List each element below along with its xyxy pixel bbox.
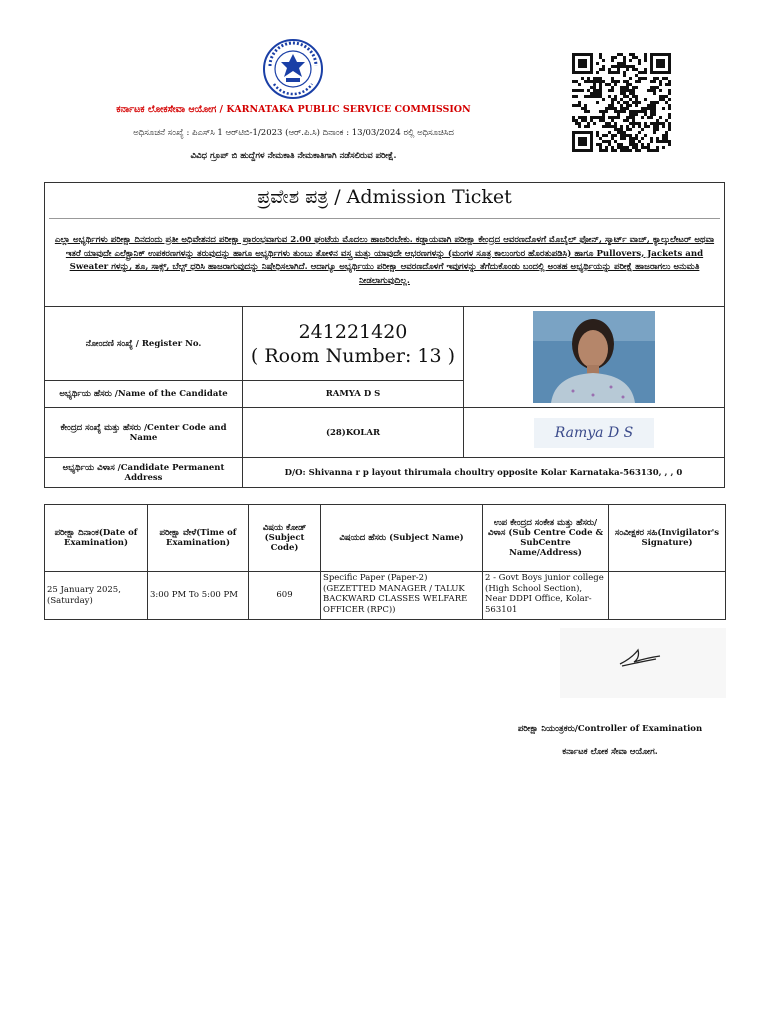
room-number: ( Room Number: 13 ): [250, 344, 456, 367]
col-header-invigilator: ಸಂವೀಕ್ಷಕರ ಸಹಿ(Invigilator's Signature): [609, 505, 726, 572]
col-header-time: ಪರೀಕ್ಷಾ ವೇಳೆ(Time of Examination): [148, 505, 249, 572]
register-number: 241221420: [298, 320, 408, 343]
signature-cell: [463, 407, 725, 458]
col-header-subcentre: ಉಪ ಕೇಂದ್ರದ ಸಂಕೇತ ಮತ್ತು ಹೆಸರು/ವಿಳಾಸ (Sub Centre Code & SubCentre Name/Address): [483, 505, 609, 572]
divider: [49, 218, 720, 219]
register-cell: [242, 306, 464, 381]
subject-code: 609: [249, 572, 321, 620]
org-name: ಕರ್ನಾಟಕ ಲೋಕಸೇವಾ ಆಯೋಗ / KARNATAKA PUBLIC SERVICE COMMISSION: [116, 104, 471, 115]
commission-name: ಕರ್ನಾಟಕ ಲೋಕ ಸೇವಾ ಆಯೋಗ.: [562, 747, 658, 757]
col-header-date: ಪರೀಕ್ಷಾ ದಿನಾಂಕ(Date of Examination): [45, 505, 148, 572]
exam-time: 3:00 PM To 5:00 PM: [148, 572, 249, 620]
name-label: ಅಭ್ಯರ್ಥಿಯ ಹೆಸರು /Name of the Candidate: [44, 380, 243, 408]
candidate-photo: [533, 311, 655, 403]
center-name: (28)KOLAR: [242, 407, 464, 458]
col-header-subject-name: ವಿಷಯದ ಹೆಸರು (Subject Name): [321, 505, 483, 572]
candidate-address: D/O: Shivanna r p layout thirumala choultry opposite Kolar Karnataka-563130, , , 0: [242, 457, 725, 488]
ticket-title: ಪ್ರವೇಶ ಪತ್ರ / Admission Ticket: [257, 186, 512, 208]
register-label: ನೋಂದಣಿ ಸಂಖ್ಯೆ / Register No.: [44, 306, 243, 381]
candidate-signature: Ramya D S: [534, 418, 654, 448]
exam-subtitle: ವಿವಿಧ ಗ್ರೂಪ್ ಬಿ ಹುದ್ದೆಗಳ ನೇಮಕಾತಿ ನೇಮಕಾತಿಗಾಗಿ ನಡೆಸಲಿರುವ ಪರೀಕ್ಷೆ.: [190, 151, 397, 161]
table-header-row: [45, 505, 726, 572]
table-row: [45, 572, 726, 620]
subject-name: Specific Paper (Paper-2) (GEZETTED MANAGER / TALUK BACKWARD CLASSES WELFARE OFFICER (RPC)): [321, 572, 483, 620]
exam-date: 25 January 2025, (Saturday): [45, 572, 148, 620]
notification-line: ಅಧಿಸೂಚನೆ ಸಂಖ್ಯೆ : ಪಿಎಸ್‌ಸಿ 1 ಆರ್‌ಟಿಬಿ-1/2023 (ಆರ್.ಪಿ.ಸಿ) ದಿನಾಂಕ : 13/03/2024 ರಲ್ಲಿ ಅಧಿಸೂಚಿಸಿದ: [133, 128, 454, 138]
controller-title: ಪರೀಕ್ಷಾ ನಿಯಂತ್ರಕರು/Controller of Examination: [517, 724, 703, 734]
kpsc-emblem-logo: [262, 38, 324, 100]
center-label: ಕೇಂದ್ರದ ಸಂಖ್ಯೆ ಮತ್ತು ಹೆಸರು /Center Code and Name: [44, 407, 243, 458]
controller-signature: [560, 628, 726, 698]
qr-code: [570, 48, 672, 156]
exam-schedule-table: [44, 504, 726, 620]
candidate-name: RAMYA D S: [242, 380, 464, 408]
invigilator-signature: [609, 572, 726, 620]
address-label: ಅಭ್ಯರ್ಥಿಯ ವಿಳಾಸ /Candidate Permanent Address: [44, 457, 243, 488]
photo-cell: [463, 306, 725, 408]
col-header-subject-code: ವಿಷಯ ಕೋಡ್ (Subject Code): [249, 505, 321, 572]
subcentre-address: 2 - Govt Boys junior college (High School Section), Near DDPI Office, Kolar-563101: [483, 572, 609, 620]
instructions-text: ಎಲ್ಲಾ ಅಭ್ಯರ್ಥಿಗಳು ಪರೀಕ್ಷಾ ದಿನದಂದು ಪ್ರತೀ ಅಧಿವೇಶನದ ಪರೀಕ್ಷಾ ಪ್ರಾರಂಭವಾಗುವ 2.00 ಘಂಟೆಯ ಮೊದಲು ಹಾಜರಿರಬೇಕು. ಕಡ್ಡಾಯವಾಗಿ ಪರೀಕ್ಷಾ ಕೇಂದ್ರದ ಆವರಣದೊಳಗೆ ಮೊಬೈಲ್ ಫೋನ್, ಸ್ಮಾರ್ಟ್ ವಾಚ್, ಕ್ಯಾಲ್ಕುಲೇಟರ್ ಅಥವಾ ಇತರೆ ಯಾವುದೇ ಎಲೆಕ್ಟ್ರಾನಿಕ್ ಉಪಕರಣಗಳನ್ನು ತರುವುದನ್ನು ಹಾಗೂ ಅಭ್ಯರ್ಥಿಗಳು ತುಂಬು ತೋಳಿನ ವಸ್ತ್ರ ಮತ್ತು ಯಾವುದೇ ಆಭರಣಗಳನ್ನು (ಮಂಗಳ ಸೂತ್ರ ಕಾಲುಂಗುರ ಹೊರತುಪಡಿಸಿ) ಹಾಗೂ Pullovers, Jackets and Sweater ಗಳನ್ನು, ಶೂ, ಸಾಕ್ಸ್, ಬೆಲ್ಟ್ ಧರಿಸಿ ಹಾಜರಾಗುವುದನ್ನು ನಿಷೇಧಿಸಲಾಗಿದೆ. ಆದಾಗ್ಯೂ ಅಭ್ಯರ್ಥಿಯು ಪರೀಕ್ಷಾ ಆವರಣದೊಳಗೆ ಇವುಗಳನ್ನು ತೆಗೆದುಕೊಂಡು ಬಂದಲ್ಲಿ ಅಂತಹ ಅಭ್ಯರ್ಥಿಯನ್ನು ಪರೀಕ್ಷೆ ಹಾಜರಾಗಲು ಅನುಮತಿ ನೀಡಲಾಗುವುದಿಲ್ಲ.: [54, 235, 715, 286]
